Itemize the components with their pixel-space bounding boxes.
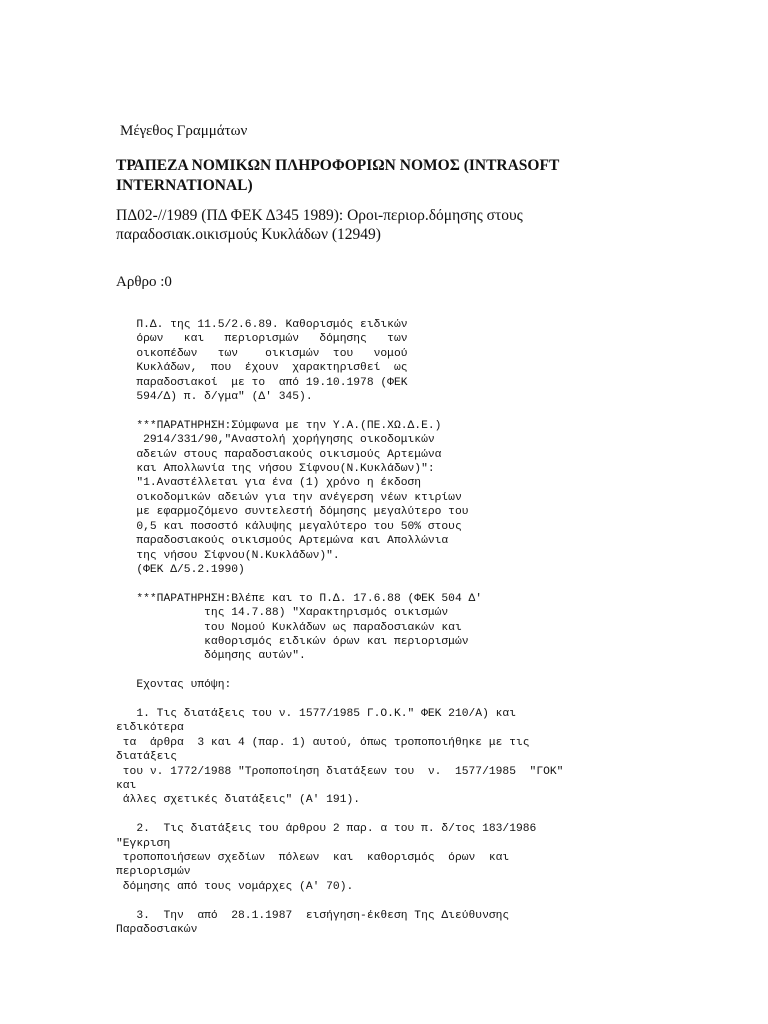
body-line: της νήσου Σίφνου(Ν.Κυκλάδων)". xyxy=(116,549,340,562)
body-line: 2914/331/90,"Αναστολή χορήγησης οικοδομικών xyxy=(116,434,435,447)
body-line: με εφαρμοζόμενο συντελεστή δόμησης μεγαλύτερο του xyxy=(116,506,469,519)
body-line: και xyxy=(116,780,137,792)
body-line: Κυκλάδων, που έχουν χαρακτηρισθεί ως xyxy=(116,362,408,375)
body-line: δόμησης από τους νομάρχες (Α' 70). xyxy=(116,880,354,893)
body-line: "Εγκριση xyxy=(116,837,171,850)
body-line: ***ΠΑΡΑΤΗΡΗΣΗ:Σύμφωνα με την Υ.Α.(ΠΕ.ΧΩ.Δ.Ε.) xyxy=(116,419,442,432)
body-line: Π.Δ. της 11.5/2.6.89. Καθορισμός ειδικών xyxy=(116,319,408,331)
body-line: παραδοσιακούς οικισμούς Αρτεμώνα και Απολλώνια xyxy=(116,535,449,548)
body-line: του Νομού Κυκλάδων ως παραδοσιακών και xyxy=(116,621,462,634)
body-line: οικοδομικών αδειών για την ανέγερση νέων κτιρίων xyxy=(116,491,462,504)
body-line: και Απολλωνία της νήσου Σίφνου(Ν.Κυκλάδων)": xyxy=(116,463,435,476)
body-line: όρων και περιορισμών δόμησης των xyxy=(116,333,408,346)
title-line: INTERNATIONAL) xyxy=(116,177,253,194)
body-line: άλλες σχετικές διατάξεις" (Α' 191). xyxy=(116,794,361,807)
body-line: Παραδοσιακών xyxy=(116,924,198,937)
title-line: ΤΡΑΠΕΖΑ ΝΟΜΙΚΩΝ ΠΛΗΡΟΦΟΡΙΩΝ ΝΟΜΟΣ (INTRASOFT xyxy=(116,157,560,174)
body-line: αδειών στους παραδοσιακούς οικισμούς Αρτεμώνα xyxy=(116,448,442,461)
body-line: ***ΠΑΡΑΤΗΡΗΣΗ:Βλέπε και το Π.Δ. 17.6.88 (ΦΕΚ 504 Δ' xyxy=(116,592,483,605)
document-body xyxy=(116,318,636,937)
font-size-link[interactable]: Μέγεθος Γραμμάτων xyxy=(120,123,248,139)
body-line: παραδοσιακοί με το από 19.10.1978 (ΦΕΚ xyxy=(116,376,408,389)
body-line: οικοπέδων των οικισμών του νομού xyxy=(116,347,408,360)
body-line: 1. Τις διατάξεις του ν. 1577/1985 Γ.Ο.Κ." ΦΕΚ 210/Α) και xyxy=(116,707,516,720)
body-line: περιορισμών xyxy=(116,866,191,879)
body-line: 0,5 και ποσοστό κάλυψης μεγαλύτερο του 50% στους xyxy=(116,520,462,533)
body-line: της 14.7.88) "Χαρακτηρισμός οικισμών xyxy=(116,607,449,620)
body-line: 2. Τις διατάξεις του άρθρου 2 παρ. α του π. δ/τος 183/1986 xyxy=(116,823,537,836)
body-line: καθορισμός ειδικών όρων και περιορισμών xyxy=(116,635,469,648)
document-heading xyxy=(116,206,676,244)
page-title xyxy=(116,156,616,196)
body-line: (ΦΕΚ Δ/5.2.1990) xyxy=(116,563,245,576)
body-line: δόμησης αυτών". xyxy=(116,650,306,663)
body-line: του ν. 1772/1988 "Τροποποίηση διατάξεων του ν. 1577/1985 "ΓΟΚ" xyxy=(116,765,564,778)
body-line: ειδικότερα xyxy=(116,722,184,735)
article-label: Αρθρο :0 xyxy=(116,274,172,290)
body-line: τα άρθρα 3 και 4 (παρ. 1) αυτού, όπως τροποποιήθηκε με τις xyxy=(116,736,530,749)
body-line: τροποποιήσεων σχεδίων πόλεων και καθορισμός όρων και xyxy=(116,852,510,865)
body-line: διατάξεις xyxy=(116,751,178,764)
body-line: 594/Δ) π. δ/γμα" (Δ' 345). xyxy=(116,391,313,404)
heading-line: παραδοσιακ.οικισμούς Κυκλάδων (12949) xyxy=(116,226,381,243)
body-line: "1.Αναστέλλεται για ένα (1) χρόνο η έκδοση xyxy=(116,477,422,490)
heading-line: ΠΔ02-//1989 (ΠΔ ΦΕΚ Δ345 1989): Οροι-περιορ.δόμησης στους xyxy=(116,207,523,224)
body-line: Εχοντας υπόψη: xyxy=(116,679,232,692)
body-line: 3. Την από 28.1.1987 εισήγηση-έκθεση Της Διεύθυνσης xyxy=(116,909,510,922)
